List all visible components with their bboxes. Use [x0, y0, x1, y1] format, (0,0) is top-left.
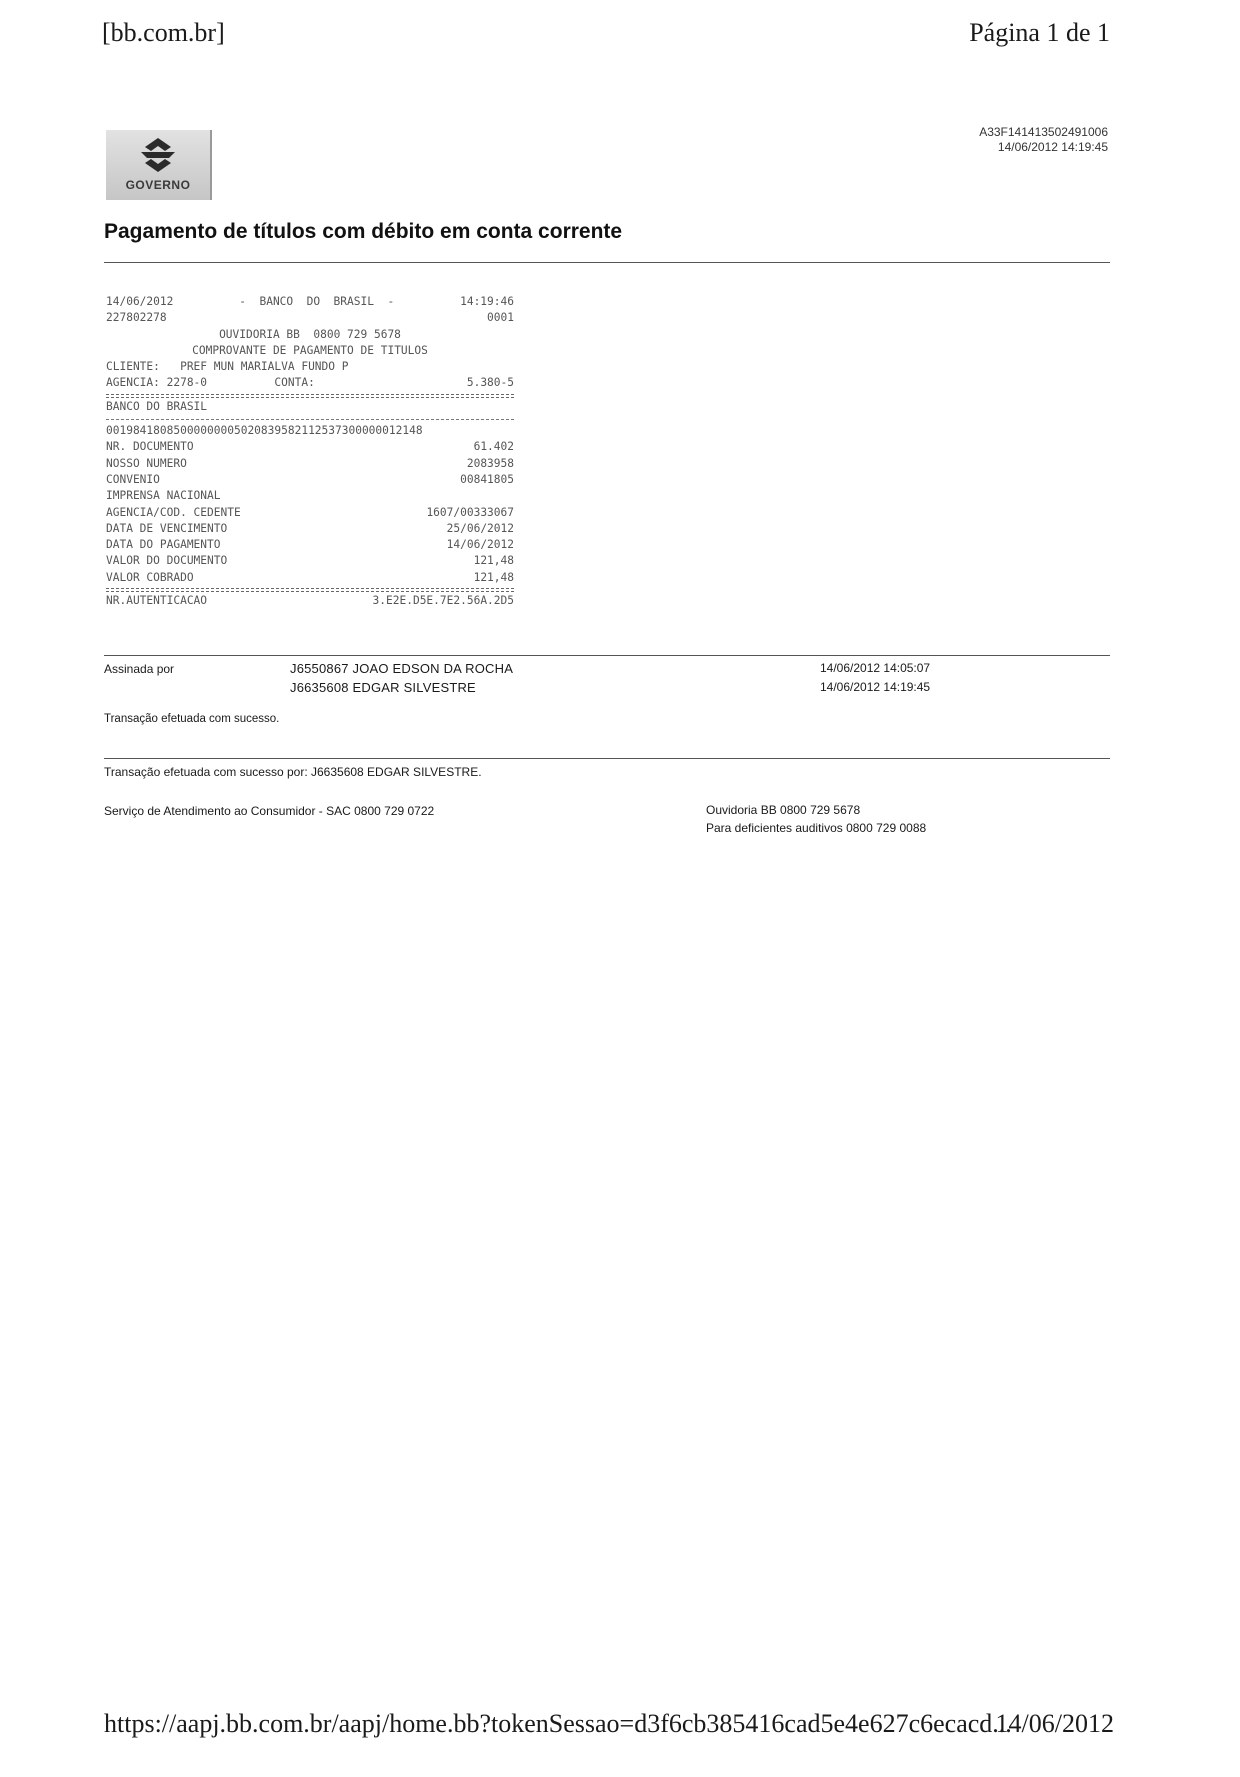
field-label: DATA DO PAGAMENTO — [106, 538, 221, 552]
payment-receipt — [106, 294, 514, 609]
ouvidoria-phone: Ouvidoria BB 0800 729 5678 — [706, 803, 861, 817]
field-value: 61.402 — [473, 440, 514, 454]
signer-name: J6635608 EDGAR SILVESTRE — [290, 680, 476, 695]
receipt-title: COMPROVANTE DE PAGAMENTO DE TITULOS — [192, 343, 428, 357]
field-label: NR. DOCUMENTO — [106, 440, 194, 454]
signature-datetime: 14/06/2012 14:05:07 — [820, 661, 931, 675]
field-label: CONVENIO — [106, 472, 160, 486]
receipt-field-row — [106, 472, 514, 488]
bank-logo — [106, 130, 212, 200]
field-value: 121,48 — [473, 570, 514, 584]
transaction-code: A33F141413502491006 — [979, 125, 1108, 139]
field-label: VALOR COBRADO — [106, 570, 194, 584]
double-divider — [106, 586, 514, 593]
double-divider — [106, 392, 514, 399]
receipt-field-row — [106, 521, 514, 537]
field-value: 1607/00333067 — [426, 505, 514, 519]
status-message: Transação efetuada com sucesso. — [104, 713, 280, 725]
receipt-field-row — [106, 537, 514, 553]
field-value: 00841805 — [460, 472, 514, 486]
signature-divider — [104, 655, 1110, 656]
receipt-field-row — [106, 570, 514, 586]
hearing-impaired-phone: Para deficientes auditivos 0800 729 0088 — [706, 821, 927, 835]
receipt-header-row — [106, 294, 514, 310]
receipt-bank-name: - BANCO DO BRASIL - — [239, 295, 395, 308]
signature-datetime: 14/06/2012 14:19:45 — [820, 680, 931, 694]
field-label: IMPRENSA NACIONAL — [106, 489, 221, 503]
signature-dates — [820, 659, 930, 697]
authentication-code: 3.E2E.D5E.7E2.56A.2D5 — [372, 594, 514, 608]
receipt-client: CLIENTE: PREF MUN MARIALVA FUNDO P — [106, 360, 349, 374]
signed-by-label: Assinada por — [104, 662, 175, 676]
receipt-field-row — [106, 488, 514, 504]
ouvidoria-contact — [706, 801, 926, 837]
status-by-message: Transação efetuada com sucesso por: J6635608 EDGAR SILVESTRE. — [104, 765, 482, 779]
dashed-divider — [106, 415, 514, 423]
receipt-date: 14/06/2012 — [106, 295, 174, 308]
field-value: 25/06/2012 — [446, 521, 514, 535]
field-label: AGENCIA/COD. CEDENTE — [106, 505, 241, 519]
field-value: 2083958 — [466, 456, 514, 470]
logo-text: GOVERNO — [125, 178, 191, 192]
transaction-datetime: 14/06/2012 14:19:45 — [997, 140, 1108, 154]
authentication-label: NR.AUTENTICACAO — [106, 594, 208, 608]
receipt-field-row — [106, 553, 514, 569]
page-url: https://aapj.bb.com.br/aapj/home.bb?tokenSessao=d3f6cb385416cad5e4e627c6ecacd... — [104, 1709, 1012, 1738]
receipt-field-row — [106, 505, 514, 521]
signer-list — [290, 659, 513, 697]
print-date: 14/06/2012 — [995, 1709, 1114, 1738]
signer-name: J6550867 JOAO EDSON DA ROCHA — [290, 661, 514, 676]
receipt-bank: BANCO DO BRASIL — [106, 399, 208, 413]
receipt-terminal: 227802278 — [106, 311, 167, 325]
receipt-barcode-number: 00198418085000000005020839582112537300000012148 — [106, 424, 423, 438]
receipt-agency: AGENCIA: 2278-0 CONTA: — [106, 376, 315, 390]
receipt-id-row — [106, 310, 514, 326]
receipt-authentication-row — [106, 593, 514, 609]
status-divider — [104, 758, 1110, 759]
receipt-account: 5.380-5 — [466, 376, 514, 390]
field-value: 121,48 — [473, 554, 514, 568]
transaction-id-block — [979, 125, 1108, 155]
receipt-time: 14:19:46 — [460, 295, 514, 308]
title-divider — [104, 262, 1110, 263]
site-name: [bb.com.br] — [102, 18, 225, 47]
field-value: 14/06/2012 — [446, 538, 514, 552]
receipt-ouvidoria: OUVIDORIA BB 0800 729 5678 — [219, 327, 401, 341]
page-title: Pagamento de títulos com débito em conta corrente — [104, 220, 623, 243]
receipt-field-row — [106, 456, 514, 472]
receipt-account-row — [106, 375, 514, 391]
receipt-field-row — [106, 439, 514, 455]
page-number: Página 1 de 1 — [969, 18, 1110, 47]
field-label: VALOR DO DOCUMENTO — [106, 554, 228, 568]
field-label: NOSSO NUMERO — [106, 456, 187, 470]
receipt-sequence: 0001 — [487, 311, 514, 325]
bb-logo-icon — [135, 136, 181, 176]
sac-contact: Serviço de Atendimento ao Consumidor - SAC 0800 729 0722 — [104, 804, 435, 818]
field-label: DATA DE VENCIMENTO — [106, 521, 228, 535]
